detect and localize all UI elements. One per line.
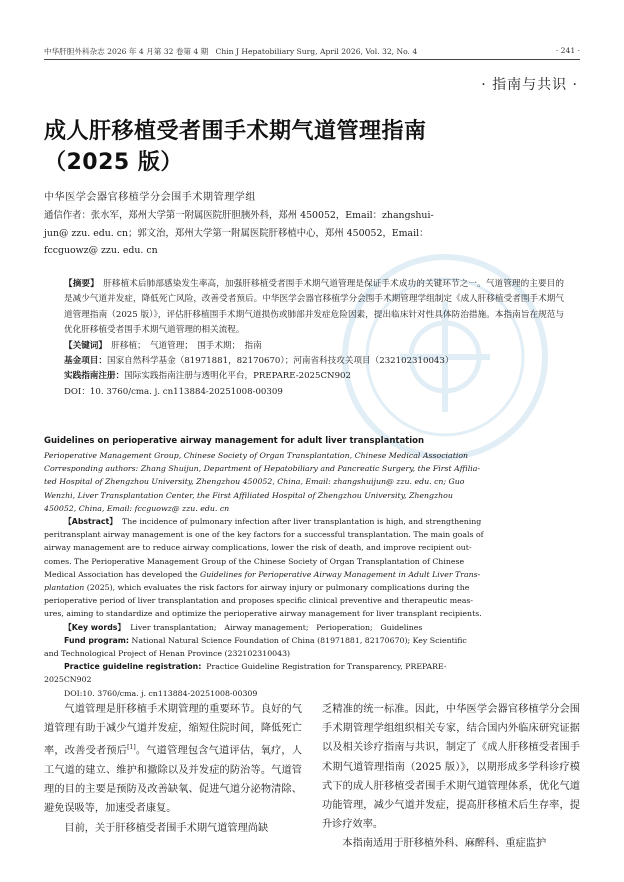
en-keywords-label: 【Key words】 [64, 622, 126, 632]
corr-line-1: 通信作者：张水军，郑州大学第一附属医院肝胆胰外科，郑州 450052，Email：zhangshui- [44, 210, 434, 221]
en-abstract-line-2: peritransplant airway management is one of the key factors for a successful transplantation. The main goals of [44, 530, 484, 540]
article-title [44, 116, 574, 178]
en-corr-line-1: Corresponding authors: Zhang Shuijun, Department of Hepatobiliary and Pancreatic Surgery, the First Affilia- [44, 464, 481, 474]
en-doi: DOI:10. 3760/cma. j. cn113884-20251008-00309 [64, 688, 258, 698]
corr-line-2: jun@ zzu. edu. cn；郭文治，郑州大学第一附属医院肝移植中心，郑州 450052，Email： [44, 227, 429, 239]
header-rule [44, 59, 580, 60]
abstract-zh-body [64, 277, 564, 339]
en-abstract-line-6: plantation (2025), which evaluates the risk factors for airway injury or pulmonary complications during the [44, 583, 470, 593]
en-abstract-line-8: ures, aiming to standardize and optimize the perioperative airway management for liver transplant recipients. [44, 609, 482, 619]
english-title: Guidelines on perioperative airway management for adult liver transplantation [44, 436, 425, 446]
page-number: · 241 · [555, 46, 580, 55]
en-abstract-label: 【Abstract】 [64, 517, 118, 526]
registration-zh-text: 国际实践指南注册与透明化平台，PREPARE-2025CN902 [124, 371, 351, 382]
citation-ref[interactable]: [1] [127, 744, 136, 752]
author-group: 中华医学会器官移植学分会围手术期管理学组 [44, 192, 256, 203]
fund-zh-label: 基金项目： [64, 356, 107, 367]
abstract-zh-label: 【摘要】 [64, 279, 95, 289]
en-keywords: 【Key words】 Liver transplantation; Airway management; Perioperation; Guidelines [64, 622, 423, 632]
section-label: · 指南与共识 · [481, 77, 578, 93]
journal-citation [44, 46, 417, 57]
title-line-2: （2025 版） [44, 150, 183, 175]
en-abstract-line-5: Medical Association has developed the Guidelines for Perioperative Airway Management in Adult Liver Trans- [44, 569, 481, 579]
english-authors [44, 449, 580, 515]
english-abstract [44, 515, 580, 700]
corr-line-3: fccguowz@ zzu. edu. cn [44, 245, 158, 257]
body-column-right [322, 700, 580, 854]
en-fund-line-1: Fund program: National Natural Science Foundation of China (81971881, 82170670); Key Scientific [64, 635, 467, 645]
en-corr-line-3: Wenzhi, Liver Transplantation Center, the First Affiliated Hospital of Zhengzhou University, Zhengzhou [44, 490, 453, 500]
abstract-zh-text: 肝移植术后肺部感染发生率高，加强肝移植受者围手术期气道管理是保证手术成功的关键环节之一。气道管理的主要目的是减少气道并发症，降低死亡风险，改善受者预后。中华医学会器官移植学分会围手术期管理学组制定《成人肝移植受者围手术期气道管理指南（2025 版）》，评估肝移植围手术期气道损伤或肺部并发症危险因素，提出临床针对性具体防治措施。本指南旨在规范与优化肝移植受者围手术期气道管理的相关流程。 [64, 279, 564, 336]
doi-zh: DOI：10. 3760/cma. j. cn113884-20251008-00309 [64, 386, 283, 397]
keywords-zh-label: 【关键词】 [64, 340, 103, 351]
en-abstract-line-4: comes. The Perioperative Management Group of the Chinese Society of Organ Transplantation of Chinese [44, 556, 465, 566]
en-abstract-line-1: 【Abstract】 The incidence of pulmonary infection after liver transplantation is high, and strengthening [64, 517, 482, 526]
running-head [44, 46, 580, 57]
correspondence [44, 207, 580, 260]
en-corr-line-2: ted Hospital of Zhengzhou University, Zhengzhou 450052, China, Email: zhangshuijun@ zzu. edu. cn; Guo [44, 477, 465, 487]
fund-zh-text: 国家自然科学基金（81971881，82170670）；河南省科技攻关项目（232102310043） [106, 356, 454, 367]
abstract-zh [64, 277, 564, 400]
body-paragraph-3: 本指南适用于肝移植外科、麻醉科、重症监护 [342, 838, 547, 850]
en-registration-line-1: Practice guideline registration: Practice Guideline Registration for Transparency, PREPARE- [64, 662, 447, 672]
en-fund-label: Fund program: [64, 635, 130, 645]
body-paragraph-1: 气道管理是肝移植手术期管理的重要环节。良好的气道管理有助于减少气道并发症，缩短住院时间，降低死亡率，改善受者预后[1]。气道管理包含气道评估，氧疗，人工气道的建立、维护和撤除以及并发症的防治等。气道管理的目的主要是预防及改善缺氧、促进气道分泌物清除、避免误吸等，加速受者康复。 [44, 704, 303, 815]
en-registration-line-2: 2025CN902 [44, 675, 92, 685]
en-abstract-line-3: airway management are to reduce airway complications, lower the risk of death, and improve recipient out- [44, 543, 472, 553]
en-fund-line-2: and Technological Project of Henan Province (232102310043) [44, 649, 291, 659]
title-line-1: 成人肝移植受者围手术期气道管理指南 [44, 119, 427, 144]
registration-zh [64, 369, 564, 384]
en-registration-label: Practice guideline registration: [64, 662, 202, 672]
en-abstract-line-7: perioperative period of liver transplantation and proposes specific clinical preventive and therapeutic meas- [44, 596, 474, 606]
keywords-zh [64, 339, 564, 354]
en-author-line: Perioperative Management Group, Chinese Society of Organ Transplantation, Chinese Medical Association [44, 451, 469, 460]
registration-zh-label: 实践指南注册： [64, 371, 125, 382]
fund-zh [64, 354, 564, 369]
en-corr-line-4: 450052, China, Email: fccguowz@ zzu. edu. cn [44, 503, 230, 513]
keywords-zh-text: 肝移植； 气道管理； 围手术期； 指南 [111, 340, 262, 351]
body-column-left [44, 700, 302, 838]
journal-en: Chin J Hepatobiliary Surg, April 2026, Vol. 32, No. 4 [215, 47, 418, 56]
body-paragraph-2-cont: 乏精准的统一标准。因此，中华医学会器官移植学分会围手术期管理学组组织相关专家，结合国内外临床研究证据以及相关诊疗指南与共识，制定了《成人肝移植受者围手术期气道管理指南（2025 版）》，以期形成多学科诊疗模式下的成人肝移植受者围手术期气道管理体系，优化气道功能管理，减少气道并发症，提高肝移植术后生存率，提升诊疗效率。 [322, 704, 580, 831]
body-paragraph-2: 目前，关于肝移植受者围手术期气道管理尚缺 [64, 822, 269, 834]
journal-zh: 中华肝胆外科杂志 2026 年 4 月第 32 卷第 4 期 [44, 47, 209, 56]
